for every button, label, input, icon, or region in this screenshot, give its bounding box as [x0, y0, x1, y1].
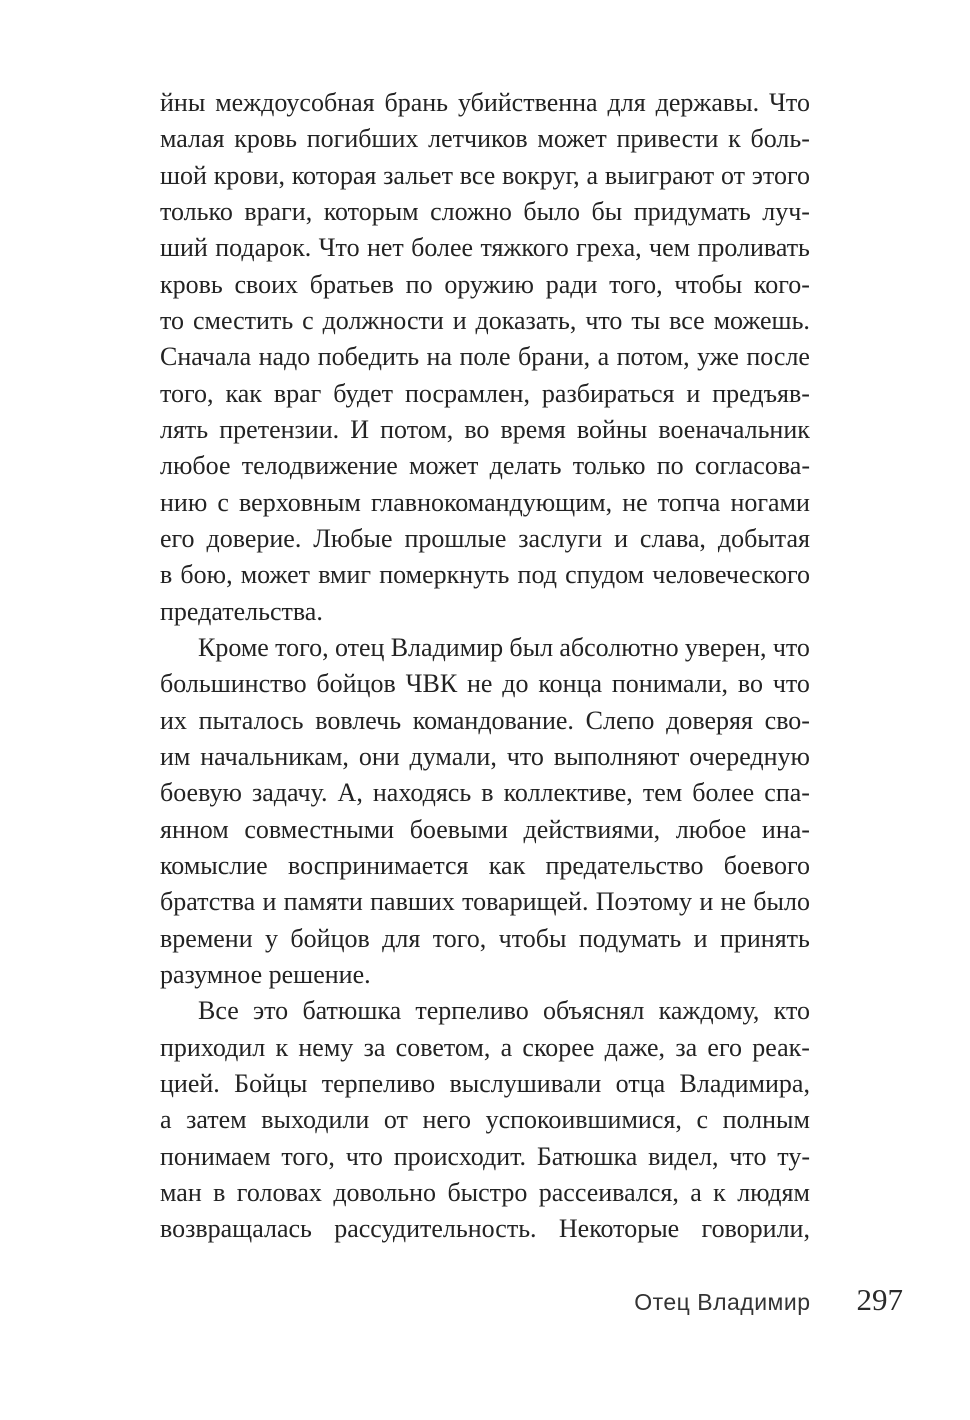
text-line: боевую задачу. А, находясь в коллективе, тем более спа-: [160, 778, 810, 808]
text-line: возвращалась рассудительность. Некоторые говорили,: [160, 1214, 810, 1244]
text-line: того, как враг будет посрамлен, разбираться и предъяв-: [160, 378, 810, 408]
text-line: времени у бойцов для того, чтобы подумать и принять: [160, 923, 810, 953]
text-line: предательства.: [160, 596, 323, 626]
text-line: янном совместными боевыми действиями, любое ина-: [160, 814, 810, 844]
running-title: Отец Владимир: [634, 1289, 811, 1315]
text-line: им начальникам, они думали, что выполняют очередную: [160, 741, 810, 771]
page-number: 297: [856, 1282, 903, 1317]
text-line: йны междоусобная брань убийственна для державы. Что: [160, 88, 810, 117]
text-line: нию с верховным главнокомандующим, не топча ногами: [160, 487, 810, 517]
text-line: ший подарок. Что нет более тяжкого греха, чем проливать: [160, 233, 810, 263]
text-line: любое телодвижение может делать только по согласова-: [160, 451, 810, 481]
text-line: малая кровь погибших летчиков может привести к боль-: [160, 124, 810, 154]
text-line: разумное решение.: [160, 959, 371, 989]
text-line: приходил к нему за советом, а скорее даже, за его реак-: [160, 1032, 810, 1062]
text-line: цией. Бойцы терпеливо выслушивали отца Владимира,: [160, 1068, 810, 1098]
text-line: ман в головах довольно быстро рассеивался, а к людям: [160, 1177, 810, 1207]
text-line: а затем выходили от него успокоившимися, с полным: [160, 1105, 810, 1135]
text-line: его доверие. Любые прошлые заслуги и слава, добытая: [160, 523, 810, 553]
text-line: лять претензии. И потом, во время войны военачальник: [160, 414, 810, 444]
page-footer: [634, 1282, 903, 1318]
text-line: большинство бойцов ЧВК не до конца понимали, во что: [160, 669, 810, 699]
text-line: Сначала надо победить на поле брани, а потом, уже после: [160, 342, 810, 372]
body-text: [160, 85, 810, 1248]
text-line: в бою, может вмиг померкнуть под спудом человеческого: [160, 560, 810, 590]
text-line: братства и памяти павших товарищей. Поэтому и не было: [160, 887, 810, 917]
text-line: кровь своих братьев по оружию ради того, чтобы кого-: [160, 269, 810, 299]
text-line: то сместить с должности и доказать, что ты все можешь.: [160, 305, 810, 335]
text-line: понимаем того, что происходит. Батюшка видел, что ту-: [160, 1141, 810, 1171]
text-line: их пыталось вовлечь командование. Слепо доверяя сво-: [160, 705, 810, 735]
text-line: Все это батюшка терпеливо объяснял каждому, кто: [198, 996, 810, 1026]
text-line: шой крови, которая зальет все вокруг, а выиграют от этого: [160, 160, 810, 190]
text-line: Кроме того, отец Владимир был абсолютно уверен, что: [198, 632, 810, 662]
text-line: комыслие воспринимается как предательство боевого: [160, 850, 810, 880]
text-line: только враги, которым сложно было бы придумать луч-: [160, 196, 810, 226]
